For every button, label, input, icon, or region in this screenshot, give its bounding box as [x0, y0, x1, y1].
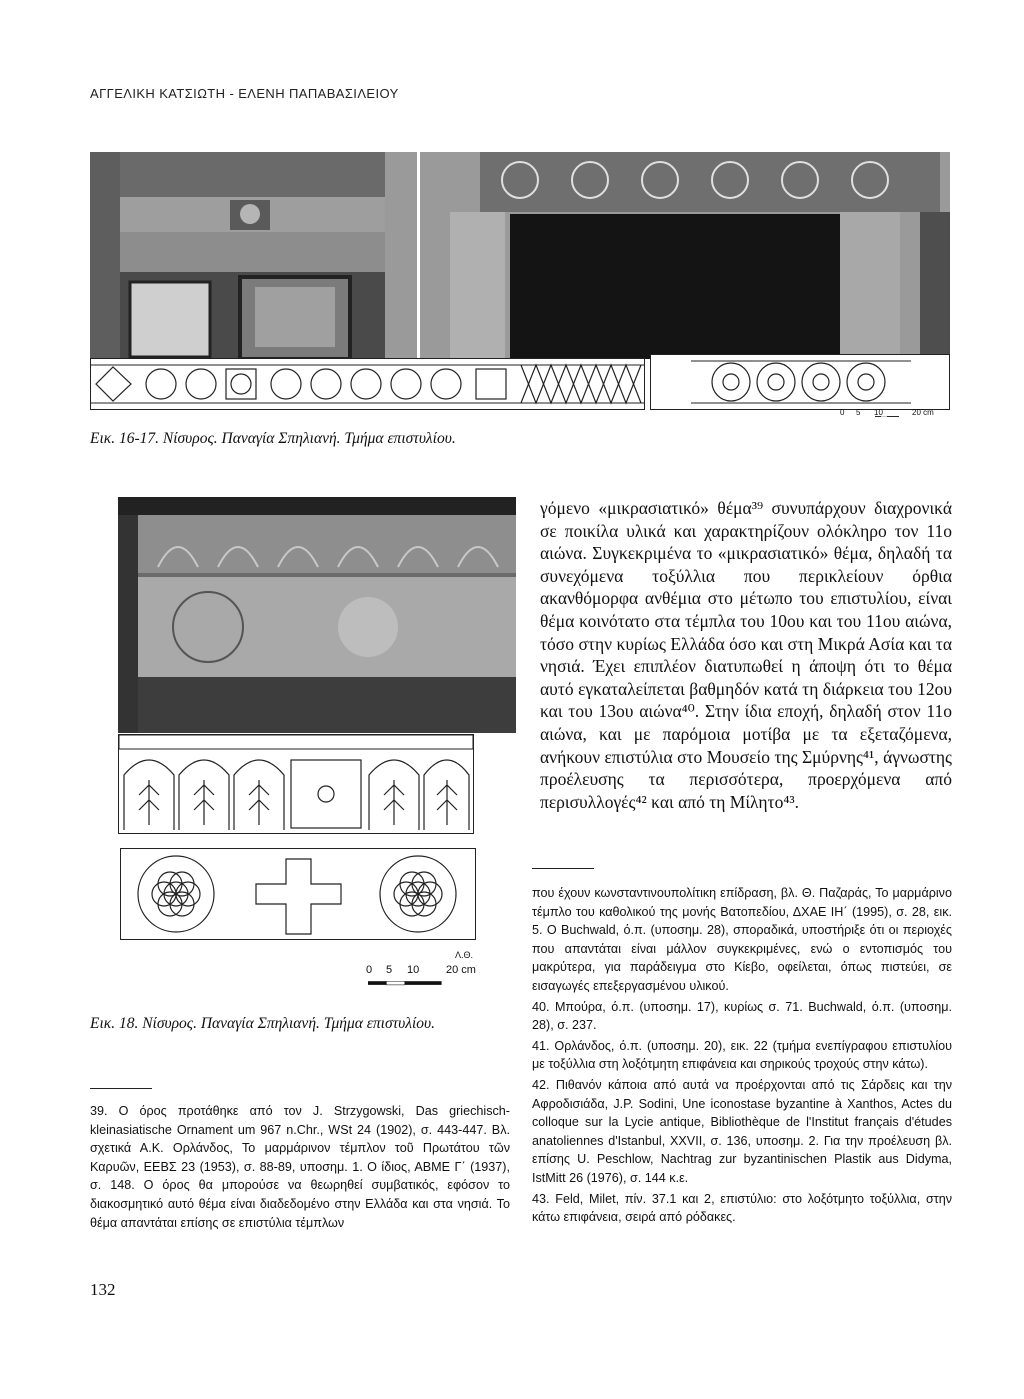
figure-17-drawing-right: [650, 354, 950, 410]
scale-tick-20: 20 cm: [912, 408, 934, 417]
footnote-38-continued: που έχουν κωνσταντινουπολίτικη επίδραση, βλ. Θ. Παζαράς, Το μαρμάρινο τέμπλο του καθολικού της μονής Βατοπεδίου, ΔΧΑΕ ΙΗ΄ (1995), σ. 28, εικ. 5. Ο Buchwald, ό.π. (υποσημ. 28), σποραδικά, υποστήριξε ότι οι περιοχές που απαντάται είναι μάλλον συγκεκριμένες, ενώ ο εντοπισμός του μακρύτερα, για παράδειγμα στο Κίεβο, οφείλεται, όπως πιστεύει, σε εισαγωγές επεξεργασμένου υλικού.: [532, 886, 952, 993]
scale-tick-0: 0: [840, 408, 845, 417]
footnote-rule-left: [90, 1088, 152, 1089]
scale-tick-5: 5: [386, 964, 393, 976]
scale-tick-10: 10: [874, 408, 883, 417]
running-header: ΑΓΓΕΛΙΚΗ ΚΑΤΣΙΩΤΗ - ΕΛΕΝΗ ΠΑΠΑΒΑΣΙΛΕΙΟΥ: [90, 86, 399, 101]
figure-18-caption: Εικ. 18. Νίσυρος. Παναγία Σπηλιανή. Τμήμα επιστυλίου.: [90, 1015, 436, 1032]
footnotes-right: [532, 884, 952, 1229]
scale-tick-5: 5: [856, 408, 861, 417]
figure-18-photo: [118, 497, 516, 733]
scale-bar-graphic: [368, 981, 460, 986]
figure-16-17-caption: Εικ. 16-17. Νίσυρος. Παναγία Σπηλιανή. Τμήμα επιστυλίου.: [90, 430, 456, 447]
figure-18-scale-bar: [366, 964, 486, 994]
body-text-column: [540, 497, 952, 813]
page-number: 132: [90, 1280, 116, 1299]
footnote-39: 39. Ο όρος προτάθηκε από τον J. Strzygowski, Das griechisch-kleinasiatische Ornament um 967 n.Chr., WSt 24 (1902), σ. 443-447. Βλ. σχετικά Α.Κ. Ορλάνδος, Το μαρμάρινον τέμπλον τοῦ Πρωτάτου τῶν Καρυῶν, ΕΕΒΣ 23 (1953), σ. 88-89, υποσημ. 1. Ο ίδιος, ΑΒΜΕ Γ΄ (1937), σ. 148. Ο όρος θα μπορούσε να θεωρηθεί συμβατικός, εφόσον το διακοσμητικό αυτό θέμα είναι διαδεδομένο στην Ελλάδα και στα νησιά. Το θέμα απαντάται επίσης σε επιστύλια τέμπλων: [90, 1104, 510, 1230]
footnote-43: 43. Feld, Milet, πίν. 37.1 και 2, επιστύλιο: στο λοξότμητο τοξύλλια, στην κάτω επιφάνεια, σειρά από ρόδακες.: [532, 1191, 952, 1225]
footnote-rule-right: [532, 868, 594, 869]
figure-16-photo-left: [90, 152, 417, 359]
scale-tick-0: 0: [366, 964, 373, 976]
footnote-40: 40. Μπούρα, ό.π. (υποσημ. 17), κυρίως σ. 71. Buchwald, ό.π. (υποσημ. 28), σ. 237.: [532, 999, 952, 1033]
scale-tick-20: 20 cm: [446, 964, 476, 976]
footnote-41: 41. Ορλάνδος, ό.π. (υποσημ. 20), εικ. 22 (τμήμα ενεπίγραφου επιστυλίου με τοξύλλια στη λοξότμητη επιφάνεια και σηρικούς τροχούς στην κάτω).: [532, 1038, 952, 1072]
scale-tick-10: 10: [407, 964, 420, 976]
figure-18-initials: Λ.Θ.: [455, 950, 474, 960]
figure-18-drawing-top: [118, 734, 474, 834]
figure-17-scale-bar: [840, 408, 940, 428]
figure-18-drawing-bottom: [120, 848, 476, 940]
body-paragraph: γόμενο «μικρασιατικό» θέμα³⁹ συνυπάρχουν διαχρονικά σε ποικίλα υλικά και χαρακτηρίζουν ολόκληρο τον 11ο αιώνα. Συγκεκριμένα το «μικρασιατικό» θέμα, δηλαδή τα συνεχόμενα τοξύλλια που περικλείουν όρθια ακανθόμορφα ανθέμια στο μέτωπο του επιστυλίου, είναι θέμα κοινότατο στα τέμπλα του 10ου και του 11ου αιώνα, τόσο στην κυρίως Ελλάδα όσο και στη Μικρά Ασία και τα νησιά. Έχει επιπλέον διατυπωθεί η άποψη ότι το θέμα αυτό εγκαταλείπεται βαθμηδόν κατά τη διάρκεια του 12ου και του 13ου αιώνα⁴⁰. Στην ίδια εποχή, δηλαδή στον 11ο αιώνα, και με παρόμοια μοτίβα με τα εξεταζόμενα, ανήκουν επιστύλια στο Μουσείο της Σμύρνης⁴¹, άγνωστης προέλευσης τα περισσότερα, προερχόμενα από περισυλλογές⁴² και από τη Μίλητο⁴³.: [540, 498, 952, 812]
figure-16-photo-right: [420, 152, 950, 359]
footnote-42: 42. Πιθανόν κάποια από αυτά να προέρχονται από τις Σάρδεις και την Αφροδισιάδα, J.P. Sodini, Une iconostase byzantine à Xanthos, Actes du colloque sur la Lycie antique, Bibliothèque de l'Institut français d'études anatoliennes d'Istanbul, XXVII, σ. 136, υποσημ. 2. Για την προέλευση βλ. επίσης U. Peschlow, Nachtrag zur byzantinischen Plastik aus Didyma, IstMitt 26 (1976), σ. 144 κ.ε.: [532, 1077, 952, 1185]
figure-17-drawing-left: [90, 358, 645, 410]
footnotes-left: [90, 1102, 510, 1234]
